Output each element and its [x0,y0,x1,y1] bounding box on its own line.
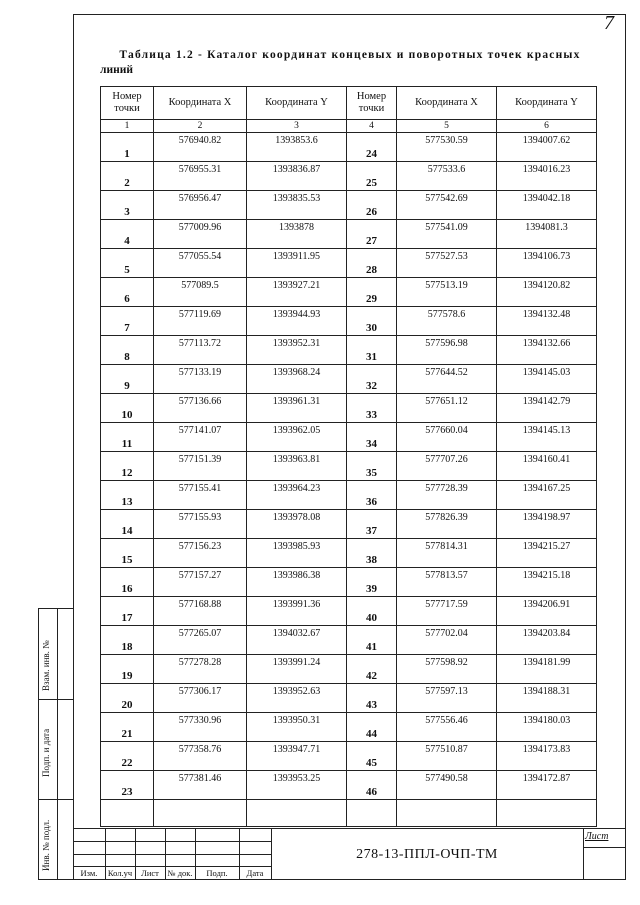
point-number-cell: 2 [101,162,154,191]
point-number-cell: 18 [101,626,154,655]
point-number-cell: 19 [101,655,154,684]
coord-x-cell: 577265.07 [154,626,247,655]
table-row [101,365,597,394]
coord-x-cell: 577578.6 [397,307,497,336]
coord-x-cell: 577542.69 [397,191,497,220]
coord-y-cell: 1393950.31 [247,713,347,742]
coord-y-cell: 1393953.25 [247,771,347,800]
point-number-cell: 15 [101,539,154,568]
point-number-cell: 4 [101,220,154,249]
document-code: 278-13-ППЛ-ОЧП-ТМ [356,847,498,862]
coord-x-cell: 577009.96 [154,220,247,249]
table-row [101,423,597,452]
point-number-cell: 28 [347,249,397,278]
col-index: 2 [154,120,247,133]
point-number-cell: 27 [347,220,397,249]
replaced-inv-no-label: Взам. инв. № [41,640,51,691]
col-index: 5 [397,120,497,133]
empty-cell [347,800,397,827]
original-inv-no-label: Инв. № подл. [41,819,51,871]
coord-x-cell: 577527.53 [397,249,497,278]
point-number-cell: 22 [101,742,154,771]
point-number-cell: 26 [347,191,397,220]
point-number-cell: 3 [101,191,154,220]
point-number-cell: 43 [347,684,397,713]
point-number-cell: 25 [347,162,397,191]
table-row [101,481,597,510]
point-number-cell: 35 [347,452,397,481]
coord-x-cell: 577541.09 [397,220,497,249]
coord-y-cell: 1394160.41 [497,452,597,481]
coord-x-cell: 577707.26 [397,452,497,481]
col-date: Дата [246,868,264,878]
table-row [101,568,597,597]
coord-y-cell: 1393968.24 [247,365,347,394]
coord-x-cell: 577717.59 [397,597,497,626]
empty-cell [397,800,497,827]
point-number-cell: 16 [101,568,154,597]
page-number: 7 [604,12,614,34]
point-number-cell: 37 [347,510,397,539]
col-header-point-no-1: Номер точки [101,87,154,120]
point-number-cell: 9 [101,365,154,394]
coord-x-cell: 577556.46 [397,713,497,742]
table-row [101,191,597,220]
coord-y-cell: 1394167.25 [497,481,597,510]
coord-y-cell: 1393991.24 [247,655,347,684]
col-index: 6 [497,120,597,133]
point-number-cell: 23 [101,771,154,800]
coord-y-cell: 1393911.95 [247,249,347,278]
sheet-label: Лист [585,831,609,842]
point-number-cell: 21 [101,713,154,742]
point-number-cell: 42 [347,655,397,684]
coord-y-cell: 1394215.18 [497,568,597,597]
point-number-cell: 17 [101,597,154,626]
point-number-cell: 45 [347,742,397,771]
coord-y-cell: 1393835.53 [247,191,347,220]
col-sheet: Лист [141,868,159,878]
coord-x-cell: 576956.47 [154,191,247,220]
coord-x-cell: 577155.93 [154,510,247,539]
col-index: 4 [347,120,397,133]
coord-y-cell: 1393944.93 [247,307,347,336]
coord-x-cell: 577330.96 [154,713,247,742]
coord-x-cell: 577728.39 [397,481,497,510]
coord-y-cell: 1394120.82 [497,278,597,307]
coord-y-cell: 1394132.48 [497,307,597,336]
coord-x-cell: 577598.92 [397,655,497,684]
col-header-point-no-2: Номер точки [347,87,397,120]
point-number-cell: 34 [347,423,397,452]
empty-cell [101,800,154,827]
col-signature: Подп. [206,868,228,878]
coord-y-cell: 1394215.27 [497,539,597,568]
title-block [73,828,626,880]
coord-x-cell: 577381.46 [154,771,247,800]
coord-y-cell: 1394145.13 [497,423,597,452]
table-row [101,684,597,713]
coord-y-cell: 1393986.38 [247,568,347,597]
col-index: 3 [247,120,347,133]
coord-y-cell: 1393853.6 [247,133,347,162]
coord-x-cell: 577306.17 [154,684,247,713]
coord-y-cell: 1393947.71 [247,742,347,771]
coord-x-cell: 577644.52 [397,365,497,394]
point-number-cell: 14 [101,510,154,539]
coord-x-cell: 577089.5 [154,278,247,307]
col-header-x-2: Координата X [397,87,497,120]
table-row [101,220,597,249]
point-number-cell: 29 [347,278,397,307]
coord-y-cell: 1394206.91 [497,597,597,626]
coord-x-cell: 577119.69 [154,307,247,336]
point-number-cell: 33 [347,394,397,423]
coord-x-cell: 577533.6 [397,162,497,191]
table-row [101,597,597,626]
coord-y-cell: 1393978.08 [247,510,347,539]
coord-x-cell: 577055.54 [154,249,247,278]
table-row [101,510,597,539]
empty-cell [497,800,597,827]
coord-x-cell: 577490.58 [397,771,497,800]
coord-y-cell: 1393962.05 [247,423,347,452]
coord-x-cell: 577597.13 [397,684,497,713]
col-index: 1 [101,120,154,133]
coord-y-cell: 1394106.73 [497,249,597,278]
signature-date-label: Подп. и дата [41,728,51,777]
coord-y-cell: 1393952.63 [247,684,347,713]
point-number-cell: 24 [347,133,397,162]
coord-y-cell: 1394032.67 [247,626,347,655]
coord-y-cell: 1393878 [247,220,347,249]
coord-x-cell: 577510.87 [397,742,497,771]
table-row [101,742,597,771]
coord-x-cell: 577278.28 [154,655,247,684]
coord-y-cell: 1394142.79 [497,394,597,423]
table-row [101,336,597,365]
col-doc-no: № док. [167,868,193,878]
coord-x-cell: 576940.82 [154,133,247,162]
point-number-cell: 7 [101,307,154,336]
table-caption: Таблица 1.2 - Каталог координат концевых и поворотных точек красных [119,49,581,61]
point-number-cell: 30 [347,307,397,336]
coord-x-cell: 577651.12 [397,394,497,423]
point-number-cell: 1 [101,133,154,162]
point-number-cell: 36 [347,481,397,510]
coord-y-cell: 1393836.87 [247,162,347,191]
coord-x-cell: 577168.88 [154,597,247,626]
col-count: Кол.уч [107,868,133,878]
table-row [101,771,597,800]
point-number-cell: 31 [347,336,397,365]
coord-y-cell: 1394042.18 [497,191,597,220]
coord-x-cell: 577596.98 [397,336,497,365]
coord-y-cell: 1393952.31 [247,336,347,365]
coord-x-cell: 577358.76 [154,742,247,771]
table-row [101,539,597,568]
coord-y-cell: 1394007.62 [497,133,597,162]
coord-x-cell: 577702.04 [397,626,497,655]
coord-y-cell: 1393985.93 [247,539,347,568]
coord-y-cell: 1394180.03 [497,713,597,742]
coord-x-cell: 577155.41 [154,481,247,510]
point-number-cell: 41 [347,626,397,655]
point-number-cell: 13 [101,481,154,510]
point-number-cell: 6 [101,278,154,307]
coord-x-cell: 577530.59 [397,133,497,162]
col-header-y-2: Координата Y [497,87,597,120]
coord-x-cell: 577136.66 [154,394,247,423]
coord-y-cell: 1393961.31 [247,394,347,423]
coord-x-cell: 576955.31 [154,162,247,191]
empty-cell [247,800,347,827]
coord-y-cell: 1394172.87 [497,771,597,800]
table-row [101,655,597,684]
point-number-cell: 11 [101,423,154,452]
coordinates-table [100,86,597,827]
table-row [101,713,597,742]
coord-y-cell: 1394173.83 [497,742,597,771]
point-number-cell: 20 [101,684,154,713]
table-row [101,162,597,191]
coord-x-cell: 577813.57 [397,568,497,597]
table-row [101,278,597,307]
coord-y-cell: 1394203.84 [497,626,597,655]
point-number-cell: 10 [101,394,154,423]
empty-cell [154,800,247,827]
coord-y-cell: 1393991.36 [247,597,347,626]
coord-x-cell: 577141.07 [154,423,247,452]
table-caption-cont: линий [100,64,133,76]
table-row [101,626,597,655]
coord-x-cell: 577151.39 [154,452,247,481]
header-row [101,87,597,120]
coord-y-cell: 1393964.23 [247,481,347,510]
point-number-cell: 12 [101,452,154,481]
col-change: Изм. [80,868,98,878]
table-row [101,133,597,162]
column-index-row [101,120,597,133]
col-header-y-1: Координата Y [247,87,347,120]
coord-x-cell: 577660.04 [397,423,497,452]
coord-y-cell: 1394181.99 [497,655,597,684]
coord-x-cell: 577113.72 [154,336,247,365]
point-number-cell: 44 [347,713,397,742]
point-number-cell: 38 [347,539,397,568]
coord-x-cell: 577513.19 [397,278,497,307]
coord-x-cell: 577157.27 [154,568,247,597]
col-header-x-1: Координата X [154,87,247,120]
coord-y-cell: 1394132.66 [497,336,597,365]
coord-y-cell: 1394198.97 [497,510,597,539]
empty-table-row [101,800,597,827]
point-number-cell: 32 [347,365,397,394]
coord-x-cell: 577156.23 [154,539,247,568]
point-number-cell: 8 [101,336,154,365]
coord-x-cell: 577826.39 [397,510,497,539]
coord-y-cell: 1393927.21 [247,278,347,307]
coord-x-cell: 577814.31 [397,539,497,568]
table-row [101,249,597,278]
side-stamp [38,608,74,880]
point-number-cell: 5 [101,249,154,278]
point-number-cell: 39 [347,568,397,597]
point-number-cell: 40 [347,597,397,626]
coord-x-cell: 577133.19 [154,365,247,394]
table-row [101,452,597,481]
table-row [101,307,597,336]
coord-y-cell: 1394145.03 [497,365,597,394]
point-number-cell: 46 [347,771,397,800]
coord-y-cell: 1394081.3 [497,220,597,249]
table-row [101,394,597,423]
coord-y-cell: 1394016.23 [497,162,597,191]
coord-y-cell: 1393963.81 [247,452,347,481]
coord-y-cell: 1394188.31 [497,684,597,713]
